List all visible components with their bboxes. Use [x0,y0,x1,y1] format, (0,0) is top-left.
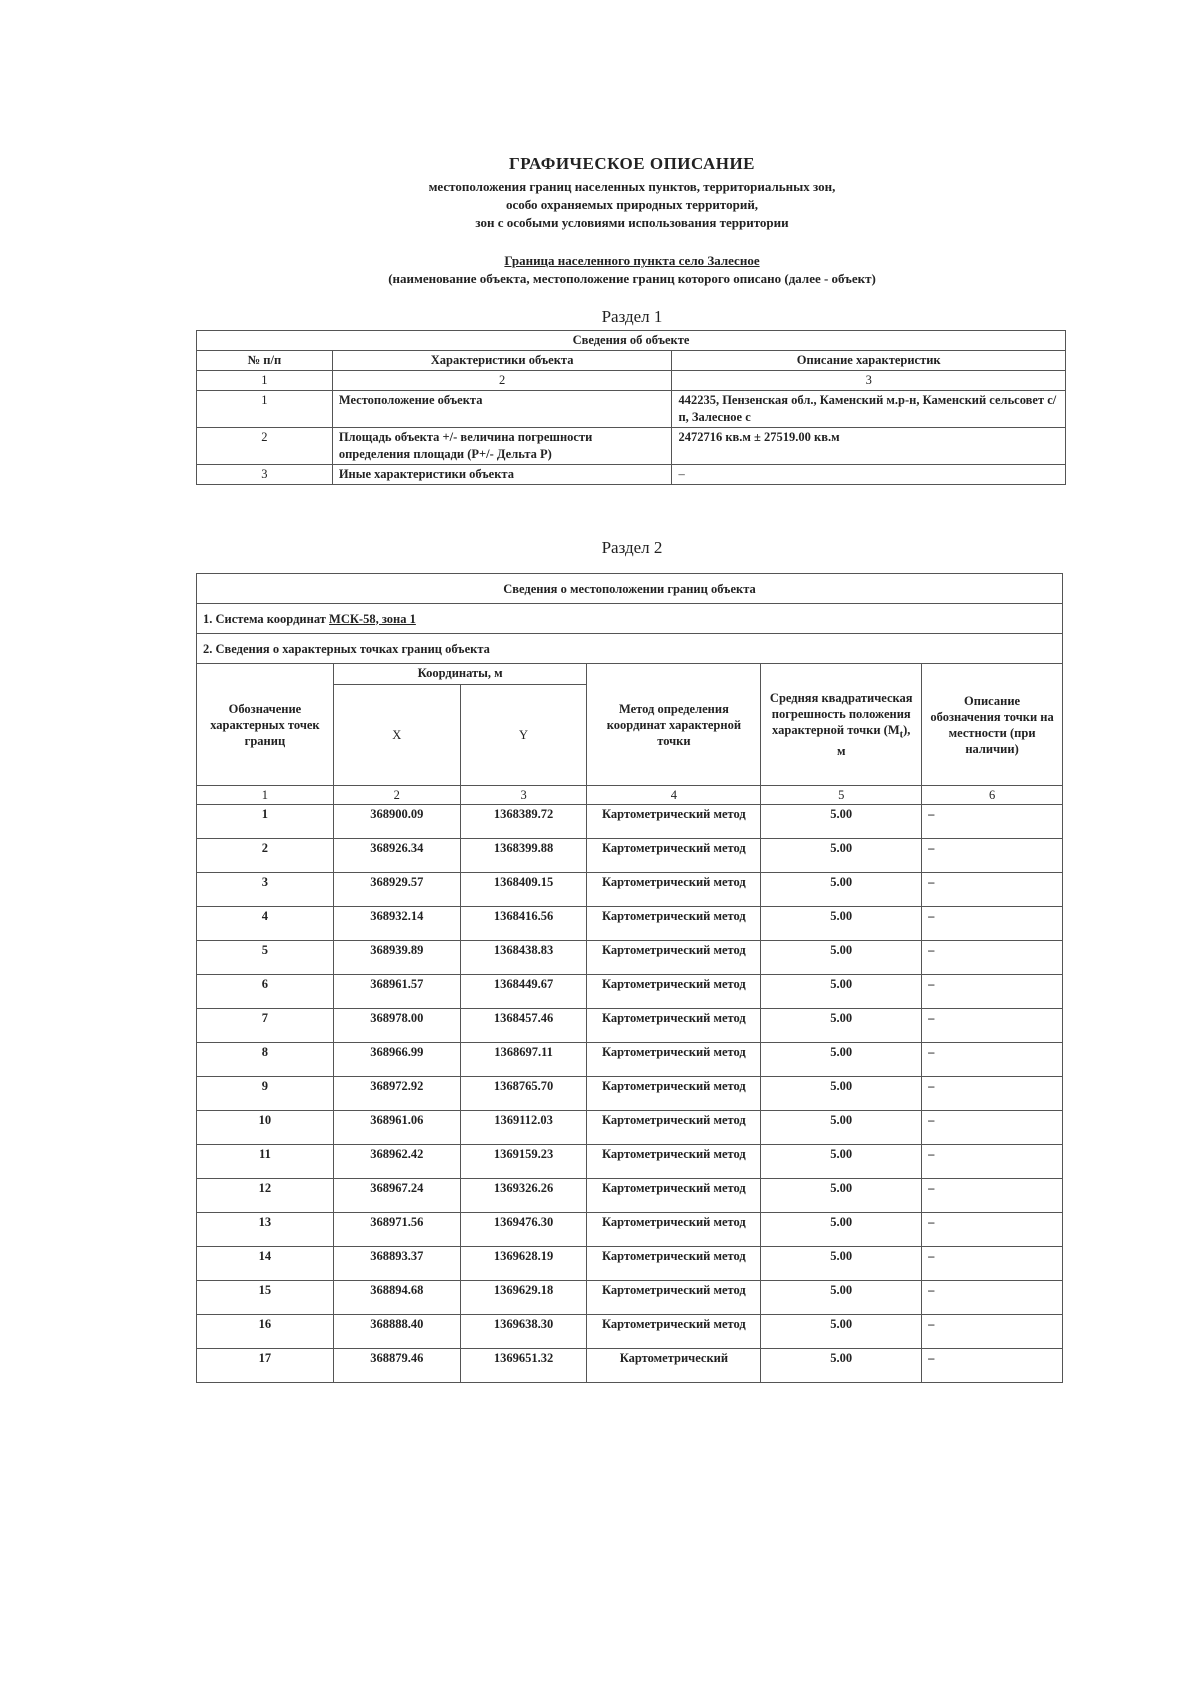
column-header: Характеристики объекта [332,351,672,371]
characteristic-name: Площадь объекта +/- величина погрешности определения площади (P+/- Дельта P) [332,428,672,465]
point-id: 1 [197,805,334,839]
point-description: – [922,1315,1063,1349]
table-row [197,873,1063,907]
column-number: 1 [197,371,333,391]
boundary-points-table [196,573,1063,1383]
column-number: 1 [197,786,334,805]
characteristic-description: 2472716 кв.м ± 27519.00 кв.м [672,428,1066,465]
coordinate-y: 1369628.19 [460,1247,587,1281]
coordinate-y: 1369638.30 [460,1315,587,1349]
method: Картометрический метод [587,1179,761,1213]
coordinate-y: 1368438.83 [460,941,587,975]
method: Картометрический метод [587,873,761,907]
point-description: – [922,1043,1063,1077]
object-note: (наименование объекта, местоположение границ которого описано (далее - объект) [388,271,876,286]
coordinate-y: 1368457.46 [460,1009,587,1043]
point-description: – [922,941,1063,975]
subtitle-line: особо охраняемых природных территорий, [505,197,759,212]
coordinate-y: 1368416.56 [460,907,587,941]
point-description: – [922,975,1063,1009]
coordinate-x: 368893.37 [333,1247,460,1281]
table-row [197,391,1066,428]
coordinate-y: 1369326.26 [460,1179,587,1213]
document-header [0,154,1200,288]
table-title: Сведения об объекте [197,331,1066,351]
object-info-table [196,330,1066,485]
row-number: 1 [197,391,333,428]
column-number: 4 [587,786,761,805]
table-row [197,1009,1063,1043]
method: Картометрический метод [587,1145,761,1179]
column-header: Описание характеристик [672,351,1066,371]
table-row [197,465,1066,485]
point-id: 11 [197,1145,334,1179]
object-name: Граница населенного пункта село Залесное [504,253,760,268]
coordinate-x: 368888.40 [333,1315,460,1349]
error-value: 5.00 [761,1247,922,1281]
table-row [197,1213,1063,1247]
method: Картометрический метод [587,1111,761,1145]
coordinate-system [197,604,1063,634]
coordinate-y: 1368389.72 [460,805,587,839]
column-header-coordinates: Координаты, м [333,664,587,685]
point-id: 15 [197,1281,334,1315]
column-header-method: Метод определения координат характерной точки [587,664,761,786]
point-id: 4 [197,907,334,941]
characteristic-name: Иные характеристики объекта [332,465,672,485]
point-id: 2 [197,839,334,873]
coordinate-x: 368962.42 [333,1145,460,1179]
coordinate-y: 1368399.88 [460,839,587,873]
point-description: – [922,1077,1063,1111]
coordinate-y: 1368449.67 [460,975,587,1009]
error-value: 5.00 [761,1349,922,1383]
table-row [197,1315,1063,1349]
section-1-title: Раздел 1 [601,307,663,326]
method: Картометрический метод [587,1009,761,1043]
point-id: 17 [197,1349,334,1383]
coordinate-x: 368971.56 [333,1213,460,1247]
table-row [197,1077,1063,1111]
method: Картометрический метод [587,1043,761,1077]
column-number: 2 [332,371,672,391]
coordinate-x: 368932.14 [333,907,460,941]
column-header-x: X [333,685,460,786]
column-number: 5 [761,786,922,805]
error-value: 5.00 [761,839,922,873]
points-section-label: 2. Сведения о характерных точках границ объекта [197,634,1063,664]
error-value: 5.00 [761,805,922,839]
error-value: 5.00 [761,873,922,907]
error-value: 5.00 [761,975,922,1009]
point-description: – [922,805,1063,839]
point-id: 10 [197,1111,334,1145]
document-title: ГРАФИЧЕСКОЕ ОПИСАНИЕ [508,154,756,173]
table-row [197,1247,1063,1281]
point-id: 13 [197,1213,334,1247]
column-header-description: Описание обозначения точки на местности (при наличии) [922,664,1063,786]
column-number: 6 [922,786,1063,805]
row-number: 3 [197,465,333,485]
table-row [197,428,1066,465]
table-row [197,805,1063,839]
error-value: 5.00 [761,1077,922,1111]
table-row [197,907,1063,941]
table-title: Сведения о местоположении границ объекта [197,574,1063,604]
coordinate-y: 1369476.30 [460,1213,587,1247]
point-id: 7 [197,1009,334,1043]
table-row [197,839,1063,873]
coordinate-x: 368879.46 [333,1349,460,1383]
table-row [197,1179,1063,1213]
coordinate-x: 368961.06 [333,1111,460,1145]
point-id: 6 [197,975,334,1009]
method: Картометрический метод [587,1281,761,1315]
point-id: 9 [197,1077,334,1111]
point-id: 12 [197,1179,334,1213]
table-row [197,1281,1063,1315]
coordinate-x: 368939.89 [333,941,460,975]
error-value: 5.00 [761,1043,922,1077]
coordinate-system-label: 1. Система координат [203,611,326,626]
method: Картометрический [587,1349,761,1383]
coordinate-x: 368961.57 [333,975,460,1009]
coordinate-x: 368978.00 [333,1009,460,1043]
table-row [197,1349,1063,1383]
error-value: 5.00 [761,941,922,975]
coordinate-x: 368900.09 [333,805,460,839]
point-description: – [922,1281,1063,1315]
coordinate-y: 1368409.15 [460,873,587,907]
table-row [197,1043,1063,1077]
column-number: 3 [672,371,1066,391]
table-row [197,1111,1063,1145]
method: Картометрический метод [587,1315,761,1349]
table-row [197,941,1063,975]
error-value: 5.00 [761,1315,922,1349]
column-number: 2 [333,786,460,805]
point-description: – [922,873,1063,907]
point-description: – [922,839,1063,873]
section-2-title: Раздел 2 [601,538,663,557]
method: Картометрический метод [587,1247,761,1281]
coordinate-y: 1369651.32 [460,1349,587,1383]
point-description: – [922,1213,1063,1247]
characteristic-name: Местоположение объекта [332,391,672,428]
point-id: 5 [197,941,334,975]
method: Картометрический метод [587,839,761,873]
coordinate-x: 368929.57 [333,873,460,907]
table-row [197,1145,1063,1179]
method: Картометрический метод [587,907,761,941]
error-value: 5.00 [761,1111,922,1145]
column-header-y: Y [460,685,587,786]
coordinate-y: 1369629.18 [460,1281,587,1315]
error-value: 5.00 [761,907,922,941]
point-description: – [922,1111,1063,1145]
column-header-point: Обозначение характерных точек границ [197,664,334,786]
error-value: 5.00 [761,1145,922,1179]
coordinate-x: 368967.24 [333,1179,460,1213]
coordinate-y: 1369159.23 [460,1145,587,1179]
point-id: 14 [197,1247,334,1281]
point-description: – [922,1349,1063,1383]
error-value: 5.00 [761,1179,922,1213]
point-id: 16 [197,1315,334,1349]
coordinate-x: 368926.34 [333,839,460,873]
error-value: 5.00 [761,1213,922,1247]
point-description: – [922,1179,1063,1213]
characteristic-description: 442235, Пензенская обл., Каменский м.р-н, Каменский сельсовет с/п, Залесное с [672,391,1066,428]
error-value: 5.00 [761,1281,922,1315]
point-description: – [922,1145,1063,1179]
column-header: № п/п [197,351,333,371]
method: Картометрический метод [587,1213,761,1247]
coordinate-y: 1368697.11 [460,1043,587,1077]
point-id: 8 [197,1043,334,1077]
column-header-error: Средняя квадратическая погрешность положения характерной точки $(M_t)$, м [761,664,922,786]
point-description: – [922,907,1063,941]
point-description: – [922,1247,1063,1281]
method: Картометрический метод [587,1077,761,1111]
column-number: 3 [460,786,587,805]
subtitle-line: местоположения границ населенных пунктов, территориальных зон, [428,179,836,194]
subtitle-line: зон с особыми условиями использования территории [475,215,789,230]
method: Картометрический метод [587,975,761,1009]
table-row [197,975,1063,1009]
characteristic-description: – [672,465,1066,485]
point-id: 3 [197,873,334,907]
point-description: – [922,1009,1063,1043]
row-number: 2 [197,428,333,465]
error-value: 5.00 [761,1009,922,1043]
coordinate-x: 368966.99 [333,1043,460,1077]
method: Картометрический метод [587,941,761,975]
coordinate-y: 1368765.70 [460,1077,587,1111]
coordinate-y: 1369112.03 [460,1111,587,1145]
coordinate-x: 368972.92 [333,1077,460,1111]
method: Картометрический метод [587,805,761,839]
coordinate-system-value: МСК-58, зона 1 [329,611,416,626]
coordinate-x: 368894.68 [333,1281,460,1315]
